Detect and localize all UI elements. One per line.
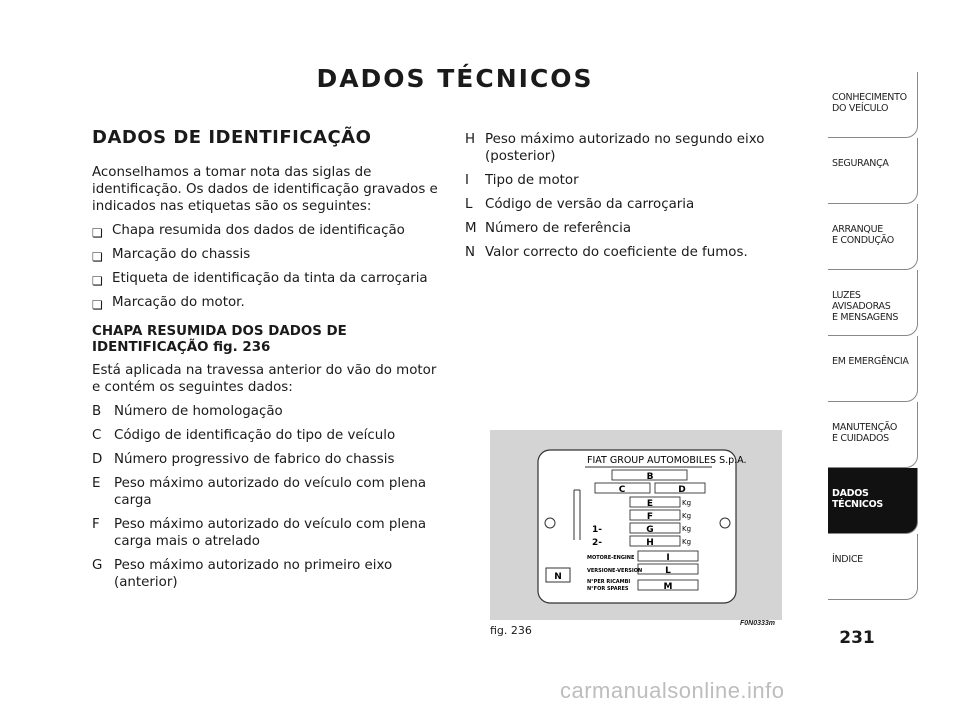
bullet-item <box>92 270 442 287</box>
plate-kg-f: Kg <box>682 512 692 520</box>
plate-header: FIAT GROUP AUTOMOBILES S.p.A. <box>587 455 747 466</box>
chapter-tab-label: ARRANQUE <box>832 224 883 235</box>
plate-kg-e: Kg <box>682 499 692 507</box>
item-text: Peso máximo autorizado do veículo com plena carga <box>114 476 427 508</box>
chapter-tab-label: TÉCNICOS <box>832 499 883 510</box>
plate-g: G <box>646 525 654 535</box>
plate-i: I <box>666 553 670 563</box>
item-key: I <box>465 173 469 188</box>
list-item <box>465 220 765 237</box>
bullet-list <box>92 222 442 311</box>
subsection-title: CHAPA RESUMIDA DOS DADOS DE IDENTIFICAÇÃO fig. 236 <box>92 324 347 355</box>
item-text: Peso máximo autorizado do veículo com plena carga mais o atrelado <box>114 517 427 549</box>
left-item-list <box>92 403 442 591</box>
identification-plate-diagram <box>490 430 782 620</box>
list-item <box>92 516 442 550</box>
subsection-intro: Está aplicada na travessa anterior do vão do motor e contém os seguintes dados: <box>92 363 437 395</box>
item-text: Número de homologação <box>114 404 283 419</box>
checkbox-bullet-icon: ❏ <box>92 274 103 288</box>
plate-d: D <box>678 485 686 495</box>
item-key: B <box>92 404 102 419</box>
chapter-tab-6[interactable] <box>828 468 918 534</box>
watermark: carmanualsonline.info <box>560 678 785 703</box>
item-key: N <box>465 245 476 260</box>
item-key: D <box>92 452 103 467</box>
plate-l: L <box>665 566 671 576</box>
item-text: Peso máximo autorizado no primeiro eixo (anterior) <box>114 558 393 590</box>
list-item <box>465 196 765 213</box>
plate-kg-h: Kg <box>682 538 692 546</box>
chapter-tab-5[interactable] <box>828 402 918 468</box>
chapter-tab-label: DO VEÍCULO <box>832 103 889 114</box>
bullet-text: Etiqueta de identificação da tinta da carroçaria <box>112 271 428 286</box>
plate-kg-g: Kg <box>682 525 692 533</box>
list-item <box>92 475 442 509</box>
list-item <box>465 131 765 165</box>
plate-motore: MOTORE-ENGINE <box>587 555 635 561</box>
list-item <box>92 451 442 468</box>
chapter-tab-label: MANUTENÇÃO <box>832 422 898 433</box>
section-title: DADOS DE IDENTIFICAÇÃO <box>92 127 372 148</box>
chapter-tab-label: E CUIDADOS <box>832 433 889 444</box>
chapter-tab-label: LUZES <box>832 290 861 301</box>
plate-row-1: 1- <box>592 525 602 535</box>
chapter-tab-label: ÍNDICE <box>832 554 863 565</box>
chapter-tab-label: E CONDUÇÃO <box>832 235 894 246</box>
bullet-item <box>92 246 442 263</box>
item-text: Tipo de motor <box>485 173 579 188</box>
chapter-tab-label: E MENSAGENS <box>832 312 899 323</box>
item-key: C <box>92 428 102 443</box>
chapter-sidebar <box>828 72 918 600</box>
chapter-tab-label: AVISADORAS <box>832 301 891 312</box>
list-item <box>92 427 442 444</box>
chapter-tab-label: EM EMERGÊNCIA <box>832 356 909 367</box>
intro-text: Aconselhamos a tomar nota das siglas de identificação. Os dados de identificação gravados e indicados nas etiquetas são os seguintes: <box>92 165 438 214</box>
bullet-item <box>92 294 442 311</box>
figure-236 <box>490 430 782 620</box>
chapter-tab-4[interactable] <box>828 336 918 402</box>
plate-h: H <box>646 538 654 548</box>
chapter-tab-2[interactable] <box>828 204 918 270</box>
item-text: Peso máximo autorizado no segundo eixo (posterior) <box>485 132 765 164</box>
chapter-tab-3[interactable] <box>828 270 918 336</box>
plate-c: C <box>618 485 626 495</box>
plate-m: M <box>663 582 673 592</box>
item-text: Número progressivo de fabrico do chassis <box>114 452 395 467</box>
plate-n: N <box>554 572 562 582</box>
chapter-tab-7[interactable] <box>828 534 918 600</box>
item-key: G <box>92 558 103 573</box>
checkbox-bullet-icon: ❏ <box>92 298 103 312</box>
bullet-text: Chapa resumida dos dados de identificação <box>112 223 405 238</box>
figure-code: F0N0333m <box>740 620 776 627</box>
page-title: DADOS TÉCNICOS <box>316 64 594 93</box>
list-item <box>465 172 765 189</box>
item-text: Valor correcto do coeficiente de fumos. <box>485 245 748 260</box>
right-item-list <box>465 131 765 261</box>
chapter-tab-0[interactable] <box>828 72 918 138</box>
chapter-tab-label: DADOS <box>832 488 869 499</box>
item-key: H <box>465 132 476 147</box>
item-key: M <box>465 221 477 236</box>
item-key: E <box>92 476 101 491</box>
bullet-text: Marcação do chassis <box>112 247 251 262</box>
list-item <box>92 403 442 420</box>
chapter-tab-label: SEGURANÇA <box>832 158 889 169</box>
list-item <box>465 244 765 261</box>
item-text: Número de referência <box>485 221 632 236</box>
checkbox-bullet-icon: ❏ <box>92 250 103 264</box>
bullet-text: Marcação do motor. <box>112 295 245 310</box>
bullet-item <box>92 222 442 239</box>
plate-ricambi-2: N°FOR SPARES <box>587 586 629 592</box>
checkbox-bullet-icon: ❏ <box>92 226 103 240</box>
page-number: 231 <box>839 628 875 648</box>
plate-f: F <box>646 512 654 522</box>
left-column <box>92 164 442 591</box>
list-item <box>92 557 442 591</box>
plate-row-2: 2- <box>592 538 602 548</box>
item-text: Código de versão da carroçaria <box>485 197 695 212</box>
figure-label: fig. 236 <box>490 624 532 637</box>
item-text: Código de identificação do tipo de veículo <box>114 428 396 443</box>
plate-b: B <box>646 472 654 482</box>
item-key: F <box>92 517 100 532</box>
plate-ricambi-1: N°PER RICAMBI <box>587 579 631 585</box>
plate-versione: VERSIONE-VERSION <box>587 568 643 574</box>
chapter-tab-1[interactable] <box>828 138 918 204</box>
chapter-tab-label: CONHECIMENTO <box>832 92 907 103</box>
plate-e: E <box>646 499 654 509</box>
item-key: L <box>465 197 473 212</box>
